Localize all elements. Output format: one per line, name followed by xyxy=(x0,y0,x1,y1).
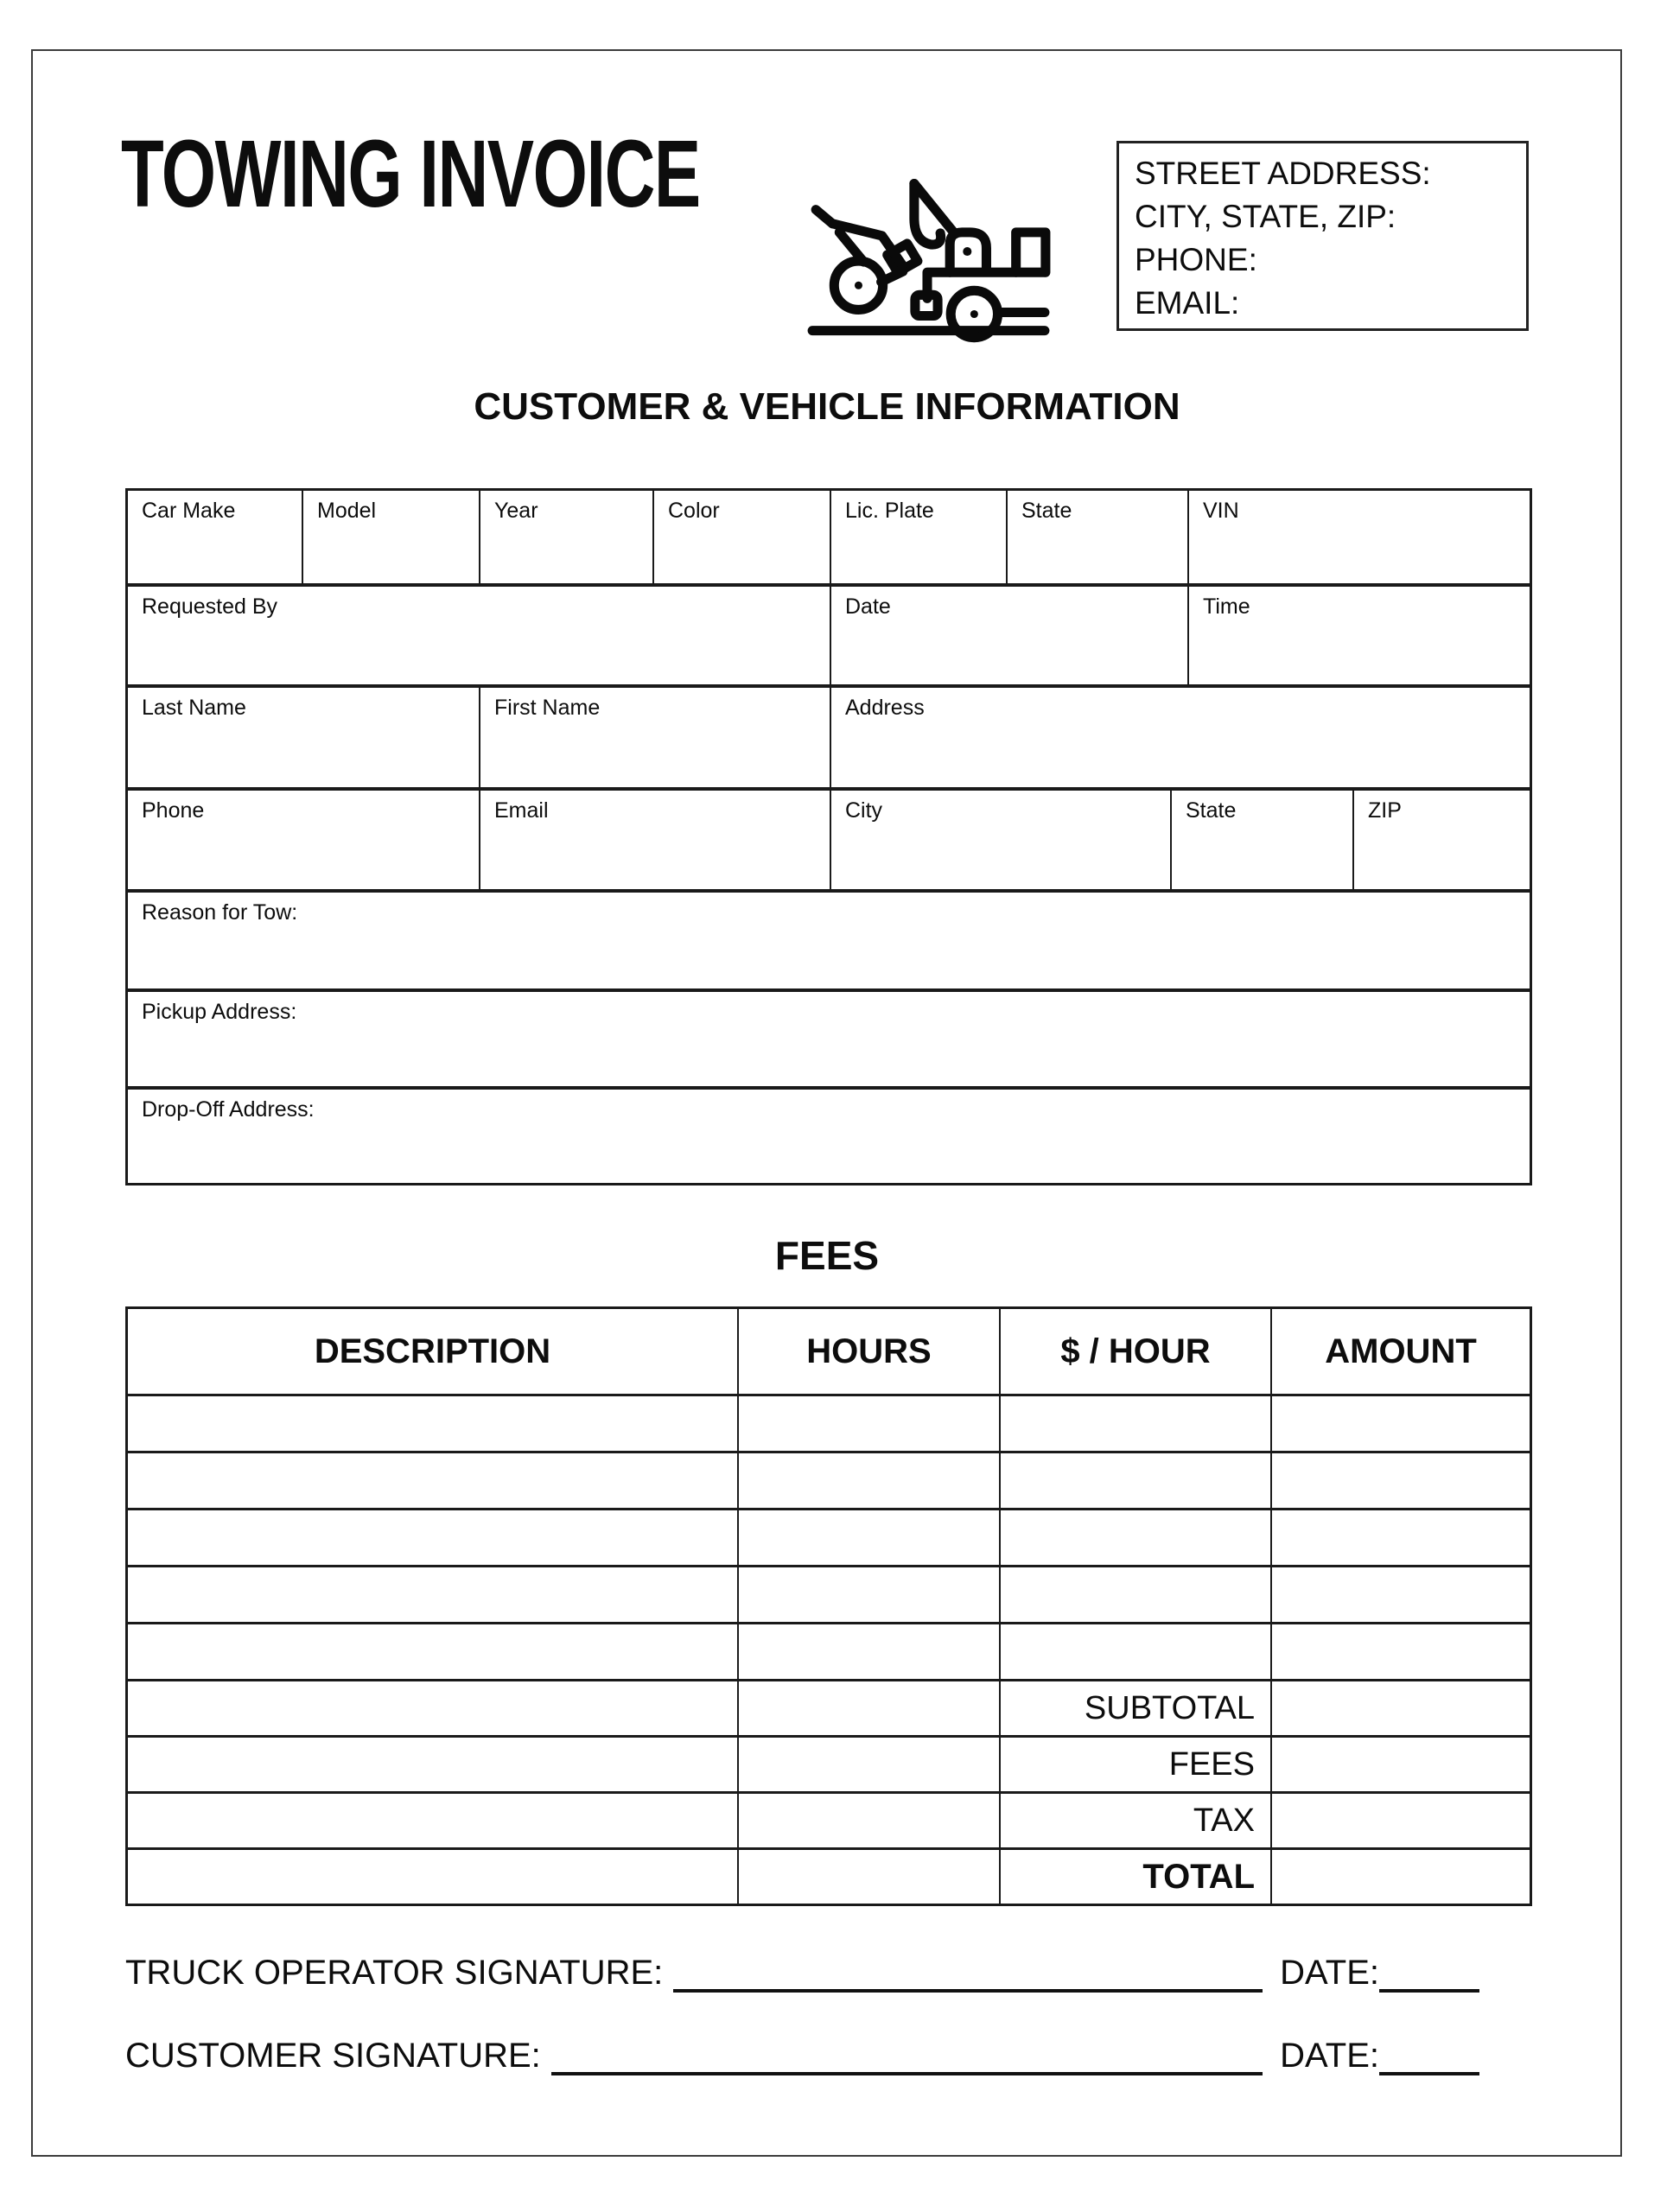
fee-description-cell[interactable] xyxy=(128,1510,737,1565)
empty-cell xyxy=(737,1738,999,1791)
pickup-row xyxy=(128,988,1530,1086)
customer-signature-row xyxy=(125,2025,1479,2075)
fee-description-cell[interactable] xyxy=(128,1453,737,1508)
contact-row xyxy=(128,787,1530,889)
last-name-field[interactable] xyxy=(128,688,479,787)
fee-hours-cell[interactable] xyxy=(737,1624,999,1679)
fees-label: FEES xyxy=(999,1738,1270,1791)
empty-cell xyxy=(737,1681,999,1735)
pickup-address-label: Pickup Address: xyxy=(142,1000,297,1024)
customer-vehicle-table xyxy=(125,488,1532,1185)
fees-amount-cell[interactable] xyxy=(1270,1738,1530,1791)
operator-signature-label: TRUCK OPERATOR SIGNATURE: xyxy=(125,1954,664,1992)
empty-cell xyxy=(737,1850,999,1904)
lic-plate-label: Lic. Plate xyxy=(845,499,934,523)
name-row xyxy=(128,684,1530,787)
fee-amount-cell[interactable] xyxy=(1270,1567,1530,1622)
operator-date-line[interactable] xyxy=(1379,1942,1479,1993)
state2-label: State xyxy=(1186,798,1237,823)
customer-section-heading: CUSTOMER & VEHICLE INFORMATION xyxy=(474,385,1180,428)
date-field[interactable] xyxy=(830,587,1187,684)
fee-rate-cell[interactable] xyxy=(999,1510,1270,1565)
total-label: TOTAL xyxy=(999,1850,1270,1904)
fee-line-row xyxy=(128,1451,1530,1508)
empty-cell xyxy=(737,1794,999,1847)
car-make-field[interactable] xyxy=(128,491,302,583)
color-label: Color xyxy=(668,499,720,523)
reason-row xyxy=(128,889,1530,988)
requested-by-label: Requested By xyxy=(142,594,278,619)
fee-rate-cell[interactable] xyxy=(999,1567,1270,1622)
dropoff-address-label: Drop-Off Address: xyxy=(142,1097,315,1122)
time-field[interactable] xyxy=(1187,587,1530,684)
page-title: TOWING INVOICE xyxy=(121,121,700,227)
empty-cell xyxy=(128,1794,737,1847)
first-name-label: First Name xyxy=(494,696,601,720)
customer-date-line[interactable] xyxy=(1379,2025,1479,2075)
address-field[interactable] xyxy=(830,688,1530,787)
fee-amount-cell[interactable] xyxy=(1270,1510,1530,1565)
state-field[interactable] xyxy=(1006,491,1187,583)
fee-hours-cell[interactable] xyxy=(737,1567,999,1622)
customer-date-label: DATE: xyxy=(1280,2037,1379,2075)
street-address-label: STREET ADDRESS: xyxy=(1135,156,1431,191)
customer-signature-line[interactable] xyxy=(551,2025,1263,2075)
fee-description-cell[interactable] xyxy=(128,1396,737,1451)
fee-hours-cell[interactable] xyxy=(737,1396,999,1451)
subtotal-amount-cell[interactable] xyxy=(1270,1681,1530,1735)
email-label: EMAIL: xyxy=(1135,285,1240,321)
fees-section-heading: FEES xyxy=(774,1233,880,1278)
empty-cell xyxy=(128,1681,737,1735)
pickup-address-field[interactable] xyxy=(128,992,1530,1086)
address-label: Address xyxy=(845,696,925,720)
fee-description-cell[interactable] xyxy=(128,1567,737,1622)
state2-field[interactable] xyxy=(1170,791,1352,889)
total-amount-cell[interactable] xyxy=(1270,1850,1530,1904)
color-field[interactable] xyxy=(652,491,830,583)
fee-description-cell[interactable] xyxy=(128,1624,737,1679)
fee-hours-cell[interactable] xyxy=(737,1453,999,1508)
zip-label: ZIP xyxy=(1368,798,1402,823)
empty-cell xyxy=(128,1850,737,1904)
hours-column-header: HOURS xyxy=(737,1309,999,1394)
model-field[interactable] xyxy=(302,491,479,583)
vehicle-row xyxy=(128,491,1530,583)
vin-field[interactable] xyxy=(1187,491,1530,583)
operator-date-label: DATE: xyxy=(1280,1954,1379,1992)
fee-line-row xyxy=(128,1394,1530,1451)
fee-amount-cell[interactable] xyxy=(1270,1396,1530,1451)
tax-amount-cell[interactable] xyxy=(1270,1794,1530,1847)
subtotal-row xyxy=(128,1679,1530,1735)
last-name-label: Last Name xyxy=(142,696,246,720)
dropoff-row xyxy=(128,1086,1530,1183)
city-label: City xyxy=(845,798,883,823)
fee-amount-cell[interactable] xyxy=(1270,1624,1530,1679)
fee-hours-cell[interactable] xyxy=(737,1510,999,1565)
company-address-box[interactable] xyxy=(1116,141,1529,331)
fee-line-row xyxy=(128,1622,1530,1679)
tow-truck-icon xyxy=(797,154,1058,346)
description-column-header: DESCRIPTION xyxy=(314,1332,551,1370)
rate-column-header: $ / HOUR xyxy=(999,1309,1270,1394)
fee-rate-cell[interactable] xyxy=(999,1624,1270,1679)
phone-label: PHONE: xyxy=(1135,242,1257,277)
tax-row xyxy=(128,1791,1530,1847)
fees-header-row xyxy=(128,1309,1530,1394)
car-make-label: Car Make xyxy=(142,499,236,523)
reason-for-tow-label: Reason for Tow: xyxy=(142,900,298,925)
reason-for-tow-field[interactable] xyxy=(128,893,1530,988)
fee-rate-cell[interactable] xyxy=(999,1453,1270,1508)
empty-cell xyxy=(128,1738,737,1791)
fee-line-row xyxy=(128,1508,1530,1565)
total-row xyxy=(128,1847,1530,1904)
lic-plate-field[interactable] xyxy=(830,491,1006,583)
vin-label: VIN xyxy=(1203,499,1239,523)
tax-label: TAX xyxy=(999,1794,1270,1847)
city-field[interactable] xyxy=(830,791,1170,889)
email-field[interactable] xyxy=(479,791,830,889)
amount-column-header: AMOUNT xyxy=(1270,1309,1530,1394)
date-label: Date xyxy=(845,594,891,619)
email-label: Email xyxy=(494,798,549,823)
fees-row xyxy=(128,1735,1530,1791)
fee-rate-cell[interactable] xyxy=(999,1396,1270,1451)
request-row xyxy=(128,583,1530,684)
state-label: State xyxy=(1021,499,1072,523)
fees-table xyxy=(125,1306,1532,1906)
phone-label: Phone xyxy=(142,798,205,823)
requested-by-field[interactable] xyxy=(128,587,830,684)
operator-signature-row xyxy=(125,1942,1479,1993)
first-name-field[interactable] xyxy=(479,688,830,787)
city-state-zip-label: CITY, STATE, ZIP: xyxy=(1135,199,1396,234)
operator-signature-line[interactable] xyxy=(673,1942,1263,1993)
customer-signature-label: CUSTOMER SIGNATURE: xyxy=(125,2037,541,2075)
fee-amount-cell[interactable] xyxy=(1270,1453,1530,1508)
dropoff-address-field[interactable] xyxy=(128,1090,1530,1183)
model-label: Model xyxy=(317,499,377,523)
fee-line-row xyxy=(128,1565,1530,1622)
time-label: Time xyxy=(1203,594,1250,619)
phone-field[interactable] xyxy=(128,791,479,889)
year-label: Year xyxy=(494,499,538,523)
year-field[interactable] xyxy=(479,491,652,583)
subtotal-label: SUBTOTAL xyxy=(999,1681,1270,1735)
zip-field[interactable] xyxy=(1352,791,1530,889)
